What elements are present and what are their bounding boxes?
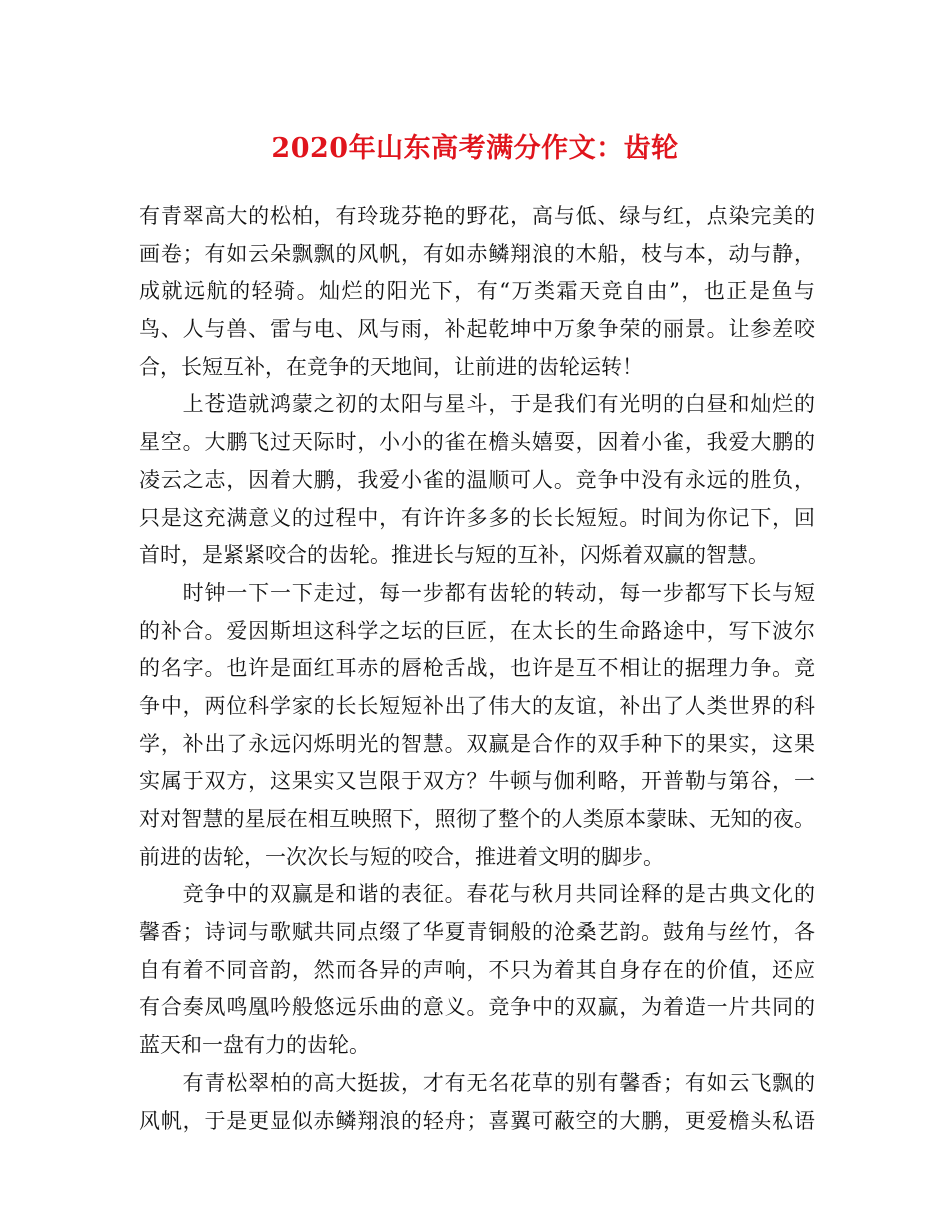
text-line: 合，长短互补，在竞争的天地间，让前进的齿轮运转！ <box>139 354 643 379</box>
text-line: 学，补出了永远闪烁明光的智慧。双赢是合作的双手种下的果实，这果 <box>139 731 815 756</box>
text-line: 实属于双方，这果实又岂限于双方？牛顿与伽利略，开普勒与第谷，一 <box>139 769 815 794</box>
text-line: 前进的齿轮，一次次长与短的咬合，推进着文明的脚步。 <box>139 844 664 869</box>
text-line: 有合奏凤鸣凰吟般悠远乐曲的意义。竞争中的双赢，为着造一片共同的 <box>139 995 815 1020</box>
text-line: 有青松翠柏的高大挺拔，才有无名花草的别有馨香；有如云飞飘的 <box>139 1070 815 1095</box>
text-line: 竞争中的双赢是和谐的表征。春花与秋月共同诠释的是古典文化的 <box>139 882 815 907</box>
text-line: 风帆，于是更显似赤鳞翔浪的轻舟；喜翼可蔽空的大鹏，更爱檐头私语 <box>139 1108 815 1133</box>
text-line: 争中，两位科学家的长长短短补出了伟大的友谊，补出了人类世界的科 <box>139 693 815 718</box>
text-line: 上苍造就鸿蒙之初的太阳与星斗，于是我们有光明的白昼和灿烂的 <box>139 392 815 417</box>
text-line: 只是这充满意义的过程中，有许许多多的长长短短。时间为你记下，回 <box>139 505 815 530</box>
document-title: 2020年山东高考满分作文：齿轮 <box>271 133 679 164</box>
essay-body <box>139 198 815 1140</box>
text-line: 成就远航的轻骑。灿烂的阳光下，有“万类霜天竞自由”，也正是鱼与 <box>139 279 815 304</box>
text-line: 首时，是紧紧咬合的齿轮。推进长与短的互补，闪烁着双赢的智慧。 <box>139 543 769 568</box>
text-line: 凌云之志，因着大鹏，我爱小雀的温顺可人。竞争中没有永远的胜负， <box>139 467 815 492</box>
text-line: 星空。大鹏飞过天际时，小小的雀在檐头嬉耍，因着小雀，我爱大鹏的 <box>139 430 815 455</box>
text-line: 馨香；诗词与歌赋共同点缀了华夏青铜般的沧桑艺韵。鼓角与丝竹，各 <box>139 920 815 945</box>
text-line: 画卷；有如云朵飘飘的风帆，有如赤鳞翔浪的木船，枝与本，动与静， <box>139 241 815 266</box>
text-line: 蓝天和一盘有力的齿轮。 <box>139 1033 370 1058</box>
text-line: 对对智慧的星辰在相互映照下，照彻了整个的人类原本蒙昧、无知的夜。 <box>139 807 815 831</box>
text-line: 自有着不同音韵，然而各异的声响，不只为着其自身存在的价值，还应 <box>139 957 815 982</box>
text-line: 鸟、人与兽、雷与电、风与雨，补起乾坤中万象争荣的丽景。让参差咬 <box>139 317 815 342</box>
text-line: 时钟一下一下走过，每一步都有齿轮的转动，每一步都写下长与短 <box>139 580 815 605</box>
text-line: 有青翠高大的松柏，有玲珑芬艳的野花，高与低、绿与红，点染完美的 <box>139 204 815 228</box>
text-line: 的名字。也许是面红耳赤的唇枪舌战，也许是互不相让的据理力争。竞 <box>139 656 815 681</box>
text-line: 的补合。爱因斯坦这科学之坛的巨匠，在太长的生命路途中，写下波尔 <box>139 618 815 643</box>
